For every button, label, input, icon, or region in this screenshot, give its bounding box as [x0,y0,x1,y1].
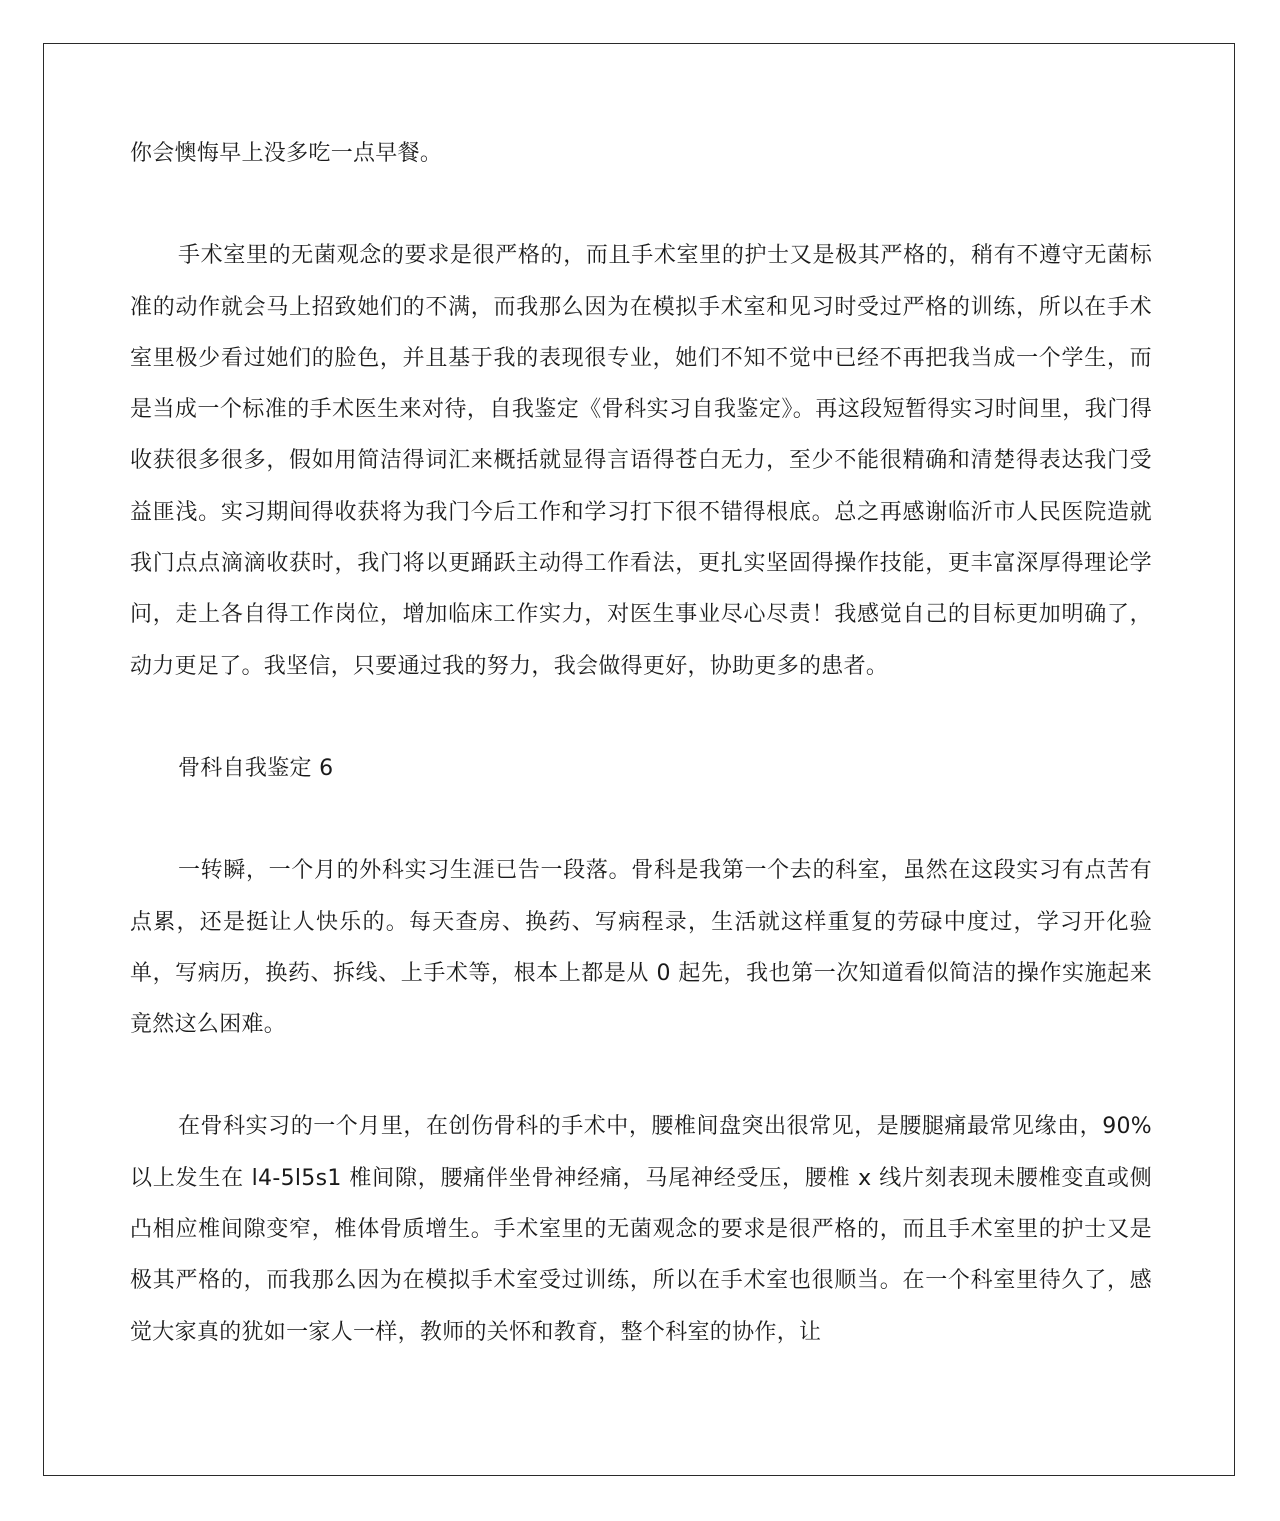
section-heading: 骨科自我鉴定 6 [178,755,334,781]
paragraph-internship-intro: 一转瞬，一个月的外科实习生涯已告一段落。骨科是我第一个去的科室，虽然在这段实习有点苦有点累，还是挺让人快乐的。每天查房、换药、写病程录，生活就这样重复的劳碌中度过，学习开化验单，写病历，换药、拆线、上手术等，根本上都是从 0 起先，我也第一次知道看似简洁的操作实施起来竟然这么困难。 [130,858,1152,1038]
document-body [130,128,1152,1358]
paragraph-continuation: 你会懊悔早上没多吃一点早餐。 [130,141,443,166]
paragraph-orthopedics-month: 在骨科实习的一个月里，在创伤骨科的手术中，腰椎间盘突出很常见，是腰腿痛最常见缘由，90%以上发生在 l4-5l5s1 椎间隙，腰痛伴坐骨神经痛，马尾神经受压，腰椎 x 线片刻表现未腰椎变直或侧凸相应椎间隙变窄，椎体骨质增生。手术室里的无菌观念的要求是很严格的，而且手术室里的护士又是极其严格的，而我那么因为在模拟手术室受过训练，所以在手术室也很顺当。在一个科室里待久了，感觉大家真的犹如一家人一样，教师的关怀和教育，整个科室的协作，让 [130,1114,1152,1345]
paragraph-operating-room: 手术室里的无菌观念的要求是很严格的，而且手术室里的护士又是极其严格的，稍有不遵守无菌标准的动作就会马上招致她们的不满，而我那么因为在模拟手术室和见习时受过严格的训练，所以在手术室里极少看过她们的脸色，并且基于我的表现很专业，她们不知不觉中已经不再把我当成一个学生，而是当成一个标准的手术医生来对待，自我鉴定《骨科实习自我鉴定》。再这段短暂得实习时间里，我门得收获很多很多，假如用简洁得词汇来概括就显得言语得苍白无力，至少不能很精确和清楚得表达我门受益匪浅。实习期间得收获将为我门今后工作和学习打下很不错得根底。总之再感谢临沂市人民医院造就我门点点滴滴收获时，我门将以更踊跃主动得工作看法，更扎实坚固得操作技能，更丰富深厚得理论学问，走上各自得工作岗位，增加临床工作实力，对医生事业尽心尽责！我感觉自己的目标更加明确了，动力更足了。我坚信，只要通过我的努力，我会做得更好，协助更多的患者。 [130,243,1152,679]
